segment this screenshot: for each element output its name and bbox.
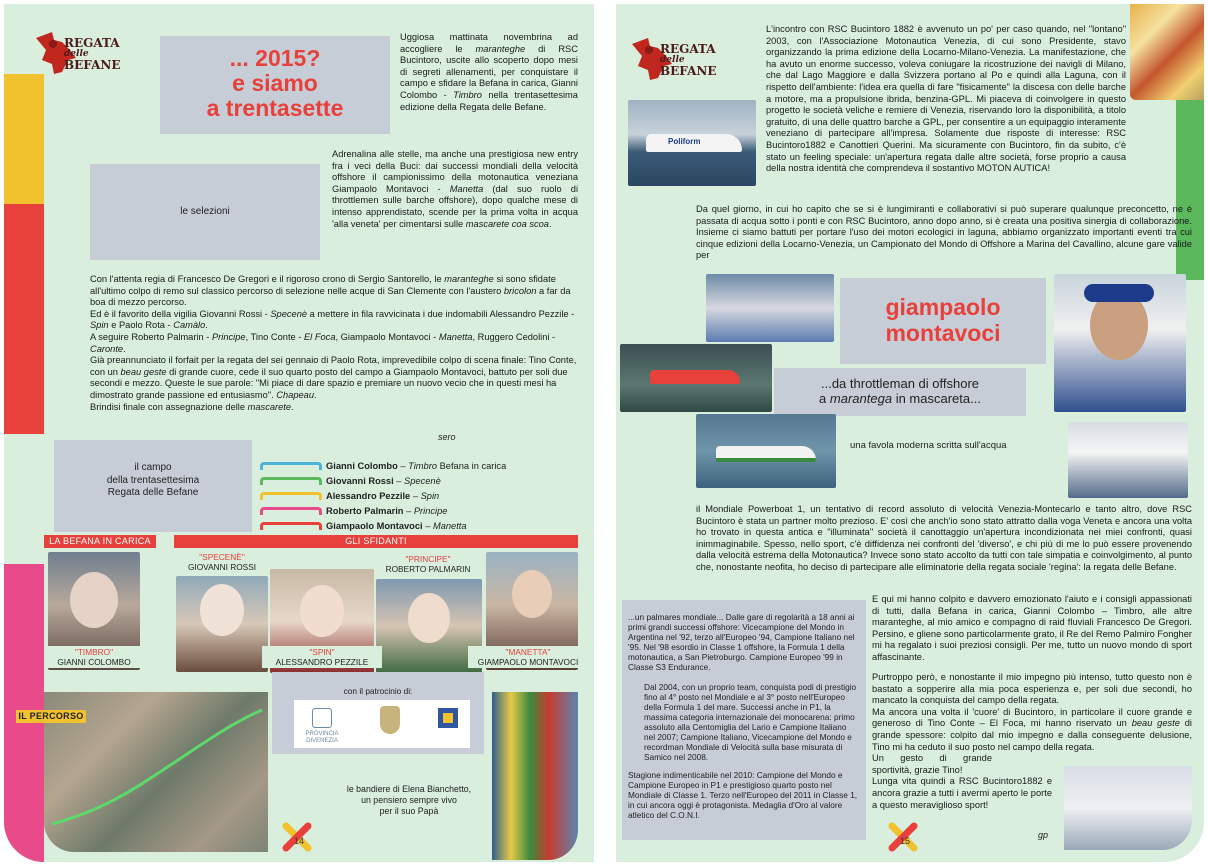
- selezioni-label: le selezioni: [180, 206, 230, 217]
- yellow-stripe: [4, 74, 44, 204]
- regione-lion-icon: [438, 708, 458, 728]
- caption-principe: "PRINCIPE" ROBERTO PALMARIN: [385, 554, 471, 574]
- campo-box: [54, 440, 252, 532]
- bar-sfidanti: GLI SFIDANTI: [174, 535, 578, 548]
- provincia-emblem-icon: [312, 708, 332, 728]
- campo-row: Alessandro Pezzile – Spin: [260, 488, 580, 503]
- body-c-text: Purtroppo però, e nonostante il mio impegno più intenso, tutto questo non è bastato a sopperire alla mia poca esperienza e, per soli due secondi, ho mancato la conquista del campo della regata. Ma ancora una volta il 'cuore' di Bucintoro, in particolare il cuore grande e generoso di Tino Conte – El Foca, mi hanno riservato un beau geste di grande spessore: colpito dal mio impegno e dalla conseguente delusione, Tino mi ha ceduto il suo posto nel campo della regata. Un gesto di grande sportività, grazie Tino! Lunga vita quindi a RSC Bucintoro1882 e ancora grazie a tutti i avermi aperto le porte a questo meraviglioso sport!: [872, 672, 1193, 810]
- team-photo: [1068, 422, 1188, 498]
- podium-photo: [706, 274, 834, 342]
- palmares-text-3: Stagione indimenticabile nel 2010: Campione del Mondo e Campione Europeo in P1 e prestigioso quarto posto nel Mondiale di Classe 1. Terzo nell'Europeo del 2011 in Classe 1, in cui ancora oggi è protagonista. Medaglia d'Oro al valore atletico del C.O.N.I.: [628, 770, 858, 820]
- oar-mark: [260, 462, 322, 470]
- page-number-14: 14: [294, 836, 305, 846]
- favola-line: una favola moderna scritta sull'acqua: [850, 440, 1007, 451]
- boat-photo-2: [620, 344, 772, 412]
- patrocinio-label: con il patrocinio di:: [343, 686, 413, 696]
- title-box: [160, 36, 390, 134]
- caption-manetta: "MANETTA" GIAMPAOLO MONTAVOCI: [468, 646, 588, 668]
- name-title-box: [840, 278, 1046, 364]
- signature-gp: gp: [1038, 830, 1049, 840]
- comune-crest-icon: [380, 706, 400, 734]
- campo-row: Giovanni Rossi – Specenè: [260, 473, 580, 488]
- name-title: giampaolo montavoci: [885, 294, 1001, 346]
- body-b-text: E qui mi hanno colpito e davvero emozionato l'aiuto e i consigli appassionati di tutti, dalla Befana in carica, Gianni Colombo – Timbro, alle altre maranteghe, al mio amico e compagno di raid fluviali Francesco De Gregori. Persino, e gliene sono particolarmente grato, il Re del Remo Palmiro Fongher mi ha regalato i suoi preziosi consigli. Per me, tutto un nuovo mondo di sport affascinante.: [872, 594, 1192, 662]
- boat-brand-text: Poliform: [668, 137, 701, 146]
- palmares-text-2: Dal 2004, con un proprio team, conquista podi di prestigio fino al 4° posto nel Mondiale e al 3° posto nell'Europeo della Formula 1 del mare. Successi anche in P1, la massima categoria internazionale dei monocarena: primo assoluto alla Centomiglia del Lario e Campione Italiano nel 2007; Campione Italiano, Vicecampione del Mondo e recordman Mondiale di Velocità sulla base misurata di Samico nel 2008.: [644, 682, 857, 762]
- campo-row: Giampaolo Montavoci – Manetta: [260, 518, 580, 533]
- portrait-montavoci: [1054, 274, 1186, 412]
- oar-mark: [260, 522, 322, 530]
- subtitle: ...da throttleman di offshore a marantega in mascareta...: [819, 376, 981, 406]
- body-a-text: il Mondiale Powerboat 1, un tentativo di record assoluto di velocità Venezia-Montecarlo e tanto altro, dove RSC Bucintoro è stata un partner molto prezioso. E' così che anch'io sono stato attratto dalla voga Veneta e ancora una volta ho trovato in questa antica e "illuminata" società il canottaggio un'apertura incondizionata nei miei confronti, quasi inimmaginabile. Spesso, nello sport, c'è diffidenza nei confronti del 'diverso', e chi più di me lo può essere provenendo dalla velocità estrema della Motonautica? Invece sono stato accolto da tutti con tale simpatia e coinvolgimento, al punto che, nonostante neofita, ho deciso di partecipare alle eliminatorie della regata sociale 'regina': la regata delle Befane.: [696, 504, 1192, 572]
- caption-timbro: "TIMBRO" GIANNI COLOMBO: [44, 646, 144, 668]
- palmares-box: [622, 600, 866, 840]
- trophy-photo: [1064, 766, 1192, 850]
- red-stripe: [4, 204, 44, 434]
- campo-row: Gianni Colombo – Timbro Befana in carica: [260, 458, 580, 473]
- provincia-label: PROVINCIA DIVENEZIA: [305, 731, 339, 744]
- bandiere-caption: le bandiere di Elena Bianchetto, un pensiero sempre vivo per il suo Papà: [346, 784, 472, 816]
- selezioni-box: [90, 164, 320, 260]
- photo-principe: [376, 579, 482, 673]
- logo-text: REGATA delle BEFANE: [64, 36, 121, 72]
- intro-text-2: Adrenalina alle stelle, ma anche una prestigiosa new entry fra i veci della Buci: dai successi mondiali della velocità offshore il campionissimo della motonautica veneziana Giampaolo Montavoci - Manetta (dal suo ruolo di throttlemen sulle barche offshore), dopo qualche mese di intenso apprendistato, scende per la prima volta in acqua 'alla veneta' per cimentarsi sulle mascarete coa scoa.: [332, 149, 579, 229]
- bar-befana: LA BEFANA IN CARICA: [44, 535, 156, 548]
- body-signature: sero: [438, 432, 456, 442]
- page-title: ... 2015? e siamo a trentasette: [206, 45, 344, 121]
- page-14: [4, 4, 594, 862]
- campo-label: il campo della trentasettesima Regata delle Befane: [106, 462, 200, 498]
- boat-photo-3: [696, 414, 836, 488]
- campo-row: Roberto Palmarin – Principe: [260, 503, 580, 518]
- intro-top-text: L'incontro con RSC Bucintoro 1882 è avvenuto un po' per caso quando, nel "lontano" 2003, con l'Associazione Motonautica Venezia, di cui sono Presidente, stavo organizzando la prima edizione della Locarno-Milano-Venezia. La manifestazione, che ha avuto un enorme successo, voleva coniugare la ricostruzione dei navigli di Milano, che dal Lago Maggiore e dalla Svizzera portano al Po e quindi alla Laguna, con il rispetto dell'ambiente: l'idea era quella di fare "fisicamente" la discesa con delle barche a motore, ma a propulsione ibrida, benzina-GPL. Mi piaceva di coinvolgere in questo progetto le società veliche e remiere di Venezia, riservando loro la disponibilità, a titolo gratuito, di una delle quattro barche a GPL, per consentire a un equipaggio interamente veneziano di partecipare all'impresa. Solamente due risposte di interesse: RSC Bucintoro1882 e Canottieri Querini. Ma sicuramente con Bucintoro, fin da subito, c'è stato un feeling speciale: un'apertura regata dalle altre società, forse proprio a causa della nostra identità che comprendeva il sostantivo MOTON AUTICA!: [766, 24, 1126, 174]
- page-15: [616, 4, 1204, 862]
- bar-percorso: IL PERCORSO: [16, 710, 86, 723]
- campo-list: [260, 458, 580, 533]
- logo-text: REGATA delle BEFANE: [660, 42, 717, 78]
- boat-photo-1: [628, 100, 756, 186]
- intro-text: Uggiosa mattinata novembrina ad accogliere le maranteghe di RSC Bucintoro, uscite allo scoperto dopo mesi di segreti allenamenti, per conquistare il campo e sfidare la Befana in carica, Gianni Colombo - Timbro nella trentasettesima edizione della Regata delle Befane.: [400, 32, 578, 112]
- oar-mark: [260, 477, 322, 485]
- subtitle-box: [774, 368, 1026, 416]
- oar-mark: [260, 492, 322, 500]
- page-number-15: 15: [900, 836, 911, 846]
- patron-logos: [294, 700, 470, 748]
- palmares-text-1: ...un palmares mondiale... Dalle gare di regolarità a 18 anni ai primi grandi successi offshore: Vicecampione del Mondo in Argentina nel '92, terzo all'Europeo '94, Campione Italiano nel '95. Nel '98 esordio in Classe 1 offshore, la Formula 1 della motonautica, a San Pietroburgo. Campione Europeo '99 in Classe S3 Endurance.: [628, 612, 855, 672]
- caption-spin: "SPIN" ALESSANDRO PEZZILE: [262, 646, 382, 668]
- corner-mosaic-image: [1130, 4, 1204, 100]
- photo-specene: [176, 576, 268, 672]
- flags-photo: [492, 692, 578, 860]
- body-text: Con l'attenta regia di Francesco De Gregori e il rigoroso crono di Sergio Santorello, le maranteghe si sono sfidate all'ultimo colpo di remo sul classico percorso di selezione nelle acque di San Clemente con l'austero bricolon a far da boa di mezzo percorso. Ed è il favorito della vigilia Giovanni Rossi - Specenè a mettere in fila ravvicinata i due indomabili Alessandro Pezzile - Spin e Paolo Rota - Camàlo. A seguire Roberto Palmarin - Principe, Tino Conte - El Foca, Giampaolo Montavoci - Manetta, Ruggero Cedolini - Caronte. Già preannunciato il forfait per la regata del sei gennaio di Paolo Rota, imprevedibile colpo di scena finale: Tino Conte, con un beau geste di grande cuore, cede il suo quarto posto del campo a Giampaolo Montavoci, battuto per soli due secondi e mezzo. Queste le sue parole: "Mi piace di dare spazio e premiare un nuovo vecio che in questi mesi ha dimostrato grande passione ed entusiasmo". Chapeau. Brindisi finale con assegnazione delle mascarete.: [90, 274, 577, 412]
- intro-mid-text: Da quel giorno, in cui ho capito che se si è lungimiranti e collaborativi si può superare qualunque preconcetto, ne è passata di acqua sotto i ponti e con RSC Bucintoro, anno dopo anno, si è creata una positiva sinergia di collaborazione. Insieme ci siamo battuti per portare l'uso dei motori ecologici in laguna, abbiamo organizzato importanti eventi tra cui cinque edizioni della Locarno-Venezia, un Campionato del Mondo di Offshore a Marina del Cavallino, alcune gare valide per: [696, 204, 1192, 261]
- oar-mark: [260, 507, 322, 515]
- caption-specene: "SPECENÈ" GIOVANNI ROSSI: [187, 552, 257, 572]
